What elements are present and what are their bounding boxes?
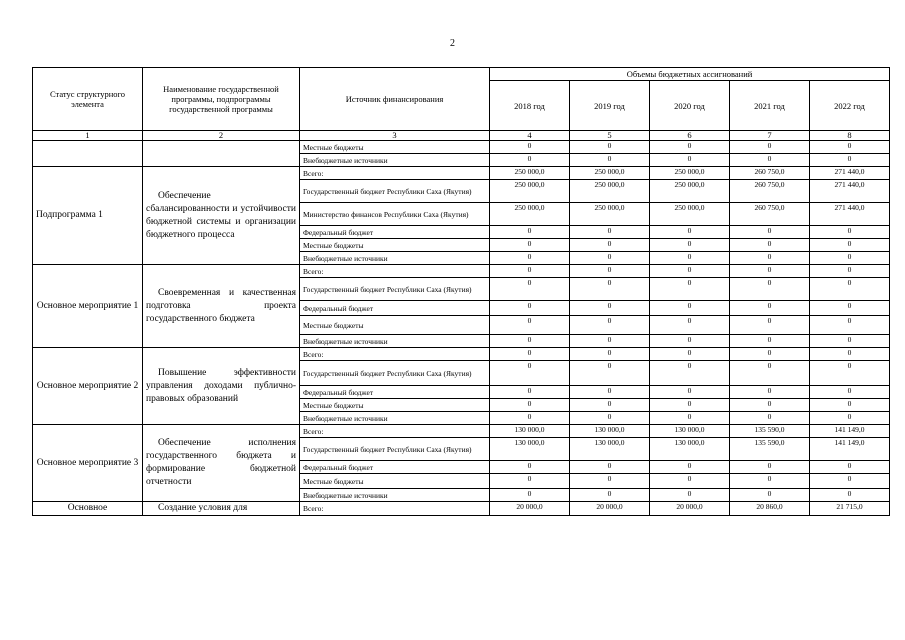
budget-value: 0 (570, 335, 650, 348)
budget-value: 0 (490, 278, 570, 301)
budget-value: 0 (490, 489, 570, 502)
budget-value: 0 (810, 141, 890, 154)
budget-value: 0 (810, 239, 890, 252)
budget-value: 135 590,0 (730, 425, 810, 438)
budget-value: 0 (810, 226, 890, 239)
budget-value: 0 (810, 301, 890, 316)
budget-value: 20 000,0 (490, 502, 570, 516)
budget-value: 0 (650, 399, 730, 412)
table-row (33, 502, 890, 516)
budget-value: 21 715,0 (810, 502, 890, 516)
budget-value: 0 (650, 335, 730, 348)
budget-value: 250 000,0 (490, 180, 570, 203)
budget-value: 20 860,0 (730, 502, 810, 516)
budget-value: 0 (650, 239, 730, 252)
budget-value: 0 (490, 335, 570, 348)
program-name (143, 167, 300, 265)
budget-value: 0 (490, 474, 570, 489)
table-row (33, 167, 890, 180)
funding-source: Государственный бюджет Республики Саха (Якутия) (300, 361, 490, 386)
budget-value: 0 (650, 361, 730, 386)
budget-value: 0 (570, 141, 650, 154)
year-header: 2019 год (570, 81, 650, 131)
funding-source: Федеральный бюджет (300, 461, 490, 474)
budget-value: 0 (570, 412, 650, 425)
budget-value: 0 (650, 141, 730, 154)
budget-value: 260 750,0 (730, 203, 810, 226)
budget-value: 0 (810, 316, 890, 335)
structural-element-status (33, 141, 143, 167)
budget-value: 0 (810, 412, 890, 425)
budget-value: 0 (810, 461, 890, 474)
budget-value: 0 (650, 301, 730, 316)
budget-value: 250 000,0 (490, 167, 570, 180)
budget-value: 130 000,0 (650, 438, 730, 461)
budget-value: 0 (810, 278, 890, 301)
budget-volumes-header: Объемы бюджетных ассигнований (490, 68, 890, 81)
budget-value: 0 (650, 154, 730, 167)
funding-source: Федеральный бюджет (300, 386, 490, 399)
budget-value: 130 000,0 (650, 425, 730, 438)
budget-value: 0 (570, 348, 650, 361)
budget-value: 0 (730, 489, 810, 502)
budget-value: 0 (490, 301, 570, 316)
budget-value: 0 (810, 335, 890, 348)
budget-value: 0 (570, 265, 650, 278)
program-name (143, 141, 300, 167)
budget-value: 0 (570, 252, 650, 265)
budget-value: 0 (810, 386, 890, 399)
budget-value: 20 000,0 (570, 502, 650, 516)
structural-element-status: Основное мероприятие 2 (33, 348, 143, 425)
program-name (143, 348, 300, 425)
budget-value: 0 (730, 141, 810, 154)
budget-value: 0 (730, 239, 810, 252)
budget-value: 0 (570, 489, 650, 502)
budget-value: 0 (650, 348, 730, 361)
funding-source: Местные бюджеты (300, 239, 490, 252)
budget-value: 250 000,0 (570, 180, 650, 203)
budget-value: 0 (490, 386, 570, 399)
budget-value: 250 000,0 (650, 203, 730, 226)
budget-value: 0 (490, 399, 570, 412)
structural-element-status: Основное мероприятие 1 (33, 265, 143, 348)
table-body (33, 141, 890, 516)
funding-source: Федеральный бюджет (300, 301, 490, 316)
budget-value: 0 (730, 278, 810, 301)
budget-value: 0 (570, 361, 650, 386)
column-number: 4 (490, 131, 570, 141)
funding-source: Государственный бюджет Республики Саха (Якутия) (300, 278, 490, 301)
budget-value: 0 (570, 301, 650, 316)
budget-value: 0 (490, 361, 570, 386)
budget-value: 0 (570, 474, 650, 489)
funding-source: Всего: (300, 167, 490, 180)
budget-value: 0 (490, 348, 570, 361)
funding-source: Государственный бюджет Республики Саха (Якутия) (300, 180, 490, 203)
budget-value: 0 (730, 316, 810, 335)
budget-value: 0 (810, 474, 890, 489)
budget-value: 0 (810, 348, 890, 361)
column-number: 2 (143, 131, 300, 141)
budget-value: 0 (490, 461, 570, 474)
budget-value: 0 (810, 399, 890, 412)
program-name (143, 425, 300, 502)
budget-value: 141 149,0 (810, 438, 890, 461)
budget-value: 0 (810, 252, 890, 265)
budget-value: 0 (490, 252, 570, 265)
funding-source: Местные бюджеты (300, 399, 490, 412)
year-header: 2018 год (490, 81, 570, 131)
column-number: 6 (650, 131, 730, 141)
budget-value: 130 000,0 (490, 425, 570, 438)
funding-source: Внебюджетные источники (300, 154, 490, 167)
year-header: 2022 год (810, 81, 890, 131)
program-name (143, 502, 300, 516)
column-number: 8 (810, 131, 890, 141)
budget-value: 0 (650, 489, 730, 502)
budget-value: 0 (730, 399, 810, 412)
budget-value: 0 (730, 154, 810, 167)
column-number: 1 (33, 131, 143, 141)
table-row (33, 141, 890, 154)
budget-value: 0 (730, 474, 810, 489)
program-name-column-header: Наименование государственной программы, подпрограммы государственной программы (143, 68, 300, 131)
budget-value: 20 000,0 (650, 502, 730, 516)
funding-source: Всего: (300, 348, 490, 361)
column-number: 3 (300, 131, 490, 141)
budget-value: 0 (570, 461, 650, 474)
budget-value: 250 000,0 (650, 180, 730, 203)
budget-value: 0 (570, 239, 650, 252)
budget-value: 135 590,0 (730, 438, 810, 461)
budget-value: 260 750,0 (730, 167, 810, 180)
funding-source: Внебюджетные источники (300, 252, 490, 265)
budget-value: 0 (490, 412, 570, 425)
funding-source: Всего: (300, 425, 490, 438)
program-name (143, 265, 300, 348)
budget-value: 0 (650, 265, 730, 278)
funding-source: Всего: (300, 265, 490, 278)
budget-value: 0 (730, 461, 810, 474)
budget-value: 0 (730, 226, 810, 239)
table-row (33, 425, 890, 438)
budget-value: 0 (490, 226, 570, 239)
year-header: 2021 год (730, 81, 810, 131)
budget-value: 0 (730, 361, 810, 386)
budget-value: 0 (810, 154, 890, 167)
structural-element-status: Основное мероприятие 3 (33, 425, 143, 502)
budget-value: 0 (650, 226, 730, 239)
budget-value: 0 (650, 316, 730, 335)
funding-source: Внебюджетные источники (300, 489, 490, 502)
budget-value: 0 (810, 361, 890, 386)
funding-source: Местные бюджеты (300, 474, 490, 489)
budget-value: 0 (570, 399, 650, 412)
budget-value: 0 (730, 348, 810, 361)
budget-value: 250 000,0 (490, 203, 570, 226)
funding-source: Всего: (300, 502, 490, 516)
program-name-text: Создание условия для (158, 503, 248, 513)
page-number: 2 (450, 38, 455, 49)
budget-value: 0 (650, 278, 730, 301)
year-header: 2020 год (650, 81, 730, 131)
budget-value: 0 (650, 252, 730, 265)
budget-value: 0 (650, 386, 730, 399)
table-row (33, 265, 890, 278)
budget-value: 271 440,0 (810, 203, 890, 226)
funding-source: Местные бюджеты (300, 316, 490, 335)
budget-value: 130 000,0 (570, 425, 650, 438)
budget-value: 260 750,0 (730, 180, 810, 203)
funding-source: Местные бюджеты (300, 141, 490, 154)
budget-value: 271 440,0 (810, 167, 890, 180)
budget-value: 271 440,0 (810, 180, 890, 203)
budget-value: 0 (650, 412, 730, 425)
program-name-text: Повышение эффективности управления доходами публично-правовых образований (146, 367, 296, 404)
source-column-header: Источник финансирования (300, 68, 490, 131)
program-name-text: Обеспечение сбалансированности и устойчивости бюджетной системы и организации бюджетного процесса (146, 190, 296, 240)
column-number: 7 (730, 131, 810, 141)
budget-value: 0 (730, 252, 810, 265)
budget-value: 0 (730, 265, 810, 278)
budget-value: 0 (650, 461, 730, 474)
budget-value: 0 (570, 386, 650, 399)
budget-value: 0 (730, 386, 810, 399)
budget-value: 0 (490, 239, 570, 252)
program-name-text: Своевременная и качественная подготовка проекта государственного бюджета (146, 287, 296, 324)
budget-value: 250 000,0 (570, 167, 650, 180)
budget-value: 0 (490, 265, 570, 278)
column-number: 5 (570, 131, 650, 141)
budget-value: 0 (650, 474, 730, 489)
funding-source: Внебюджетные источники (300, 335, 490, 348)
status-column-header: Статус структурного элемента (33, 68, 143, 131)
funding-source: Государственный бюджет Республики Саха (Якутия) (300, 438, 490, 461)
budget-value: 0 (570, 278, 650, 301)
budget-value: 130 000,0 (490, 438, 570, 461)
program-name-text: Обеспечение исполнения государственного бюджета и формирование бюджетной отчетности (146, 438, 296, 487)
budget-value: 0 (730, 301, 810, 316)
budget-value: 0 (490, 316, 570, 335)
table-row (33, 348, 890, 361)
budget-value: 0 (730, 412, 810, 425)
budget-value: 0 (490, 141, 570, 154)
budget-value: 0 (730, 335, 810, 348)
budget-value: 130 000,0 (570, 438, 650, 461)
budget-value: 141 149,0 (810, 425, 890, 438)
budget-value: 0 (570, 154, 650, 167)
budget-value: 250 000,0 (650, 167, 730, 180)
funding-source: Министерство финансов Республики Саха (Якутия) (300, 203, 490, 226)
funding-source: Внебюджетные источники (300, 412, 490, 425)
budget-value: 0 (810, 265, 890, 278)
budget-value: 0 (570, 226, 650, 239)
budget-value: 250 000,0 (570, 203, 650, 226)
budget-value: 0 (570, 316, 650, 335)
budget-table (32, 67, 890, 516)
funding-source: Федеральный бюджет (300, 226, 490, 239)
structural-element-status: Основное (33, 502, 143, 516)
budget-value: 0 (490, 154, 570, 167)
structural-element-status: Подпрограмма 1 (33, 167, 143, 265)
budget-value: 0 (810, 489, 890, 502)
